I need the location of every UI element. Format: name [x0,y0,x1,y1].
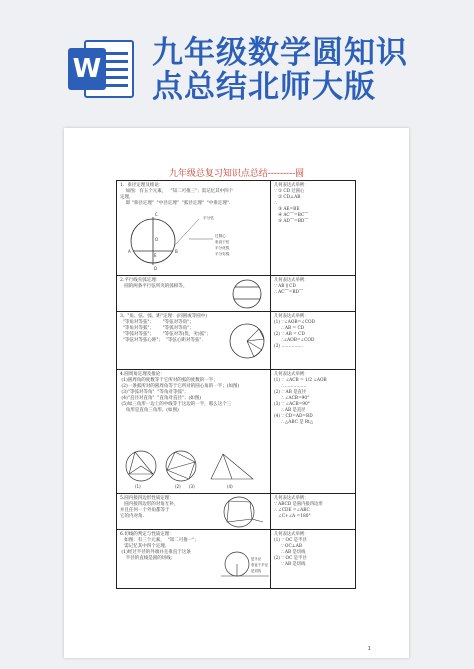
label-major-arc: 平分优弧 [215,246,230,250]
section-3-left [117,312,271,369]
label-e: E [154,253,157,258]
section-2-example: 几何表达式举例： ∵ AB ∥ CD ∴ AC⌒=BD⌒ [274,278,309,295]
section-5-left [117,494,271,529]
label-o: O [155,237,159,242]
label-d: D [154,266,158,271]
section-6-example: 几何表达式举例： (1) ∵ OC 是半径 ∵ OC⊥AB ∴ AB 是切线 (2) ∵ OC 是半径 ∵ AB 是切线 [274,532,309,567]
section-5-row [117,494,355,530]
section-5-example: 几何表达式举例： ∵ ABCD 是圆内接四边形 ∴ ∠CDE =∠ABC ∠C+∠A =180° [274,496,323,519]
title-line-2: 点总结北师大版 [152,69,376,105]
section-6-left [117,530,271,588]
label-is-radius: 是半径 [251,557,262,561]
perpendicular-diameter-figure [119,211,269,271]
label-c: C [155,212,158,217]
label-b: B [175,249,178,254]
label-perpendicular: 垂直于弦 [215,240,230,244]
label-bisect-chord: 平分弦 [203,216,214,220]
section-3-row [117,312,355,370]
section-2-text: 2.平行线夹弧定理： 圆的两条平行弦所夹的弧相等。 [120,278,188,289]
header-banner [0,0,474,125]
section-1-row [117,181,355,276]
fig-label-3: (3) [189,484,195,489]
section-3-text: 3、"角、弦、弧、距"定理：(同圆或等圆中) "等角对等弦"； "等弦对等角"； "等角对等弧"； "等弧对等角"； "等弧对等弦"； "等弦对等(优，劣)弧"； "等弦对等弦心距"； "等弦心距对等弦". [120,314,211,343]
section-1-text: 1．垂径定理及推论： 如图：有五个元素， "知二可推三"；需记忆其中四个 定理， 即 "垂径定理" "中径定理" "弧径定理" "中垂定理". [120,183,234,206]
parallel-chords-figure [227,277,267,311]
section-2-row [117,276,355,312]
inscribed-angle-figures [119,446,269,490]
section-6-text: 6.切线的判定与性质定理： 如图：有三个元素， "知二可推一"； 需记忆其中四个定理。 (1)经过半径的外端并且垂直于这条 半径的直线是圆的切线； [120,532,199,561]
section-3-example: 几何表达式举例： (1) ∵∠AOB=∠COD ∴ AB = CD (2) ∵ AB = CD ∴∠AOB=∠COD (3) …………… [274,314,316,349]
section-4-right [271,370,355,493]
fig-label-4: (4) [227,484,233,489]
page-title [152,36,408,104]
section-5-text: 5.圆内接四边形性质定理： 圆内接四边形的对角互补， 并且任何一个外角都等于 它的内对角. [120,496,179,519]
section-4-row [117,370,355,494]
summary-table [116,180,356,589]
word-doc-icon [68,40,136,98]
section-1-left [117,181,271,275]
section-5-right [271,494,355,529]
section-6-row [117,530,355,588]
document-title: 九年级总复习知识点总结---------圆 [168,169,305,179]
label-perp-radius: 垂直于半径 [251,563,268,567]
tangent-line-figure [221,546,271,586]
section-1-right [271,181,355,275]
section-2-right [271,276,355,311]
page-number: 1 [367,646,371,652]
label-a: A [128,249,131,254]
title-line-1: 九年级数学圆知识 [152,35,408,71]
section-3-right [271,312,355,369]
label-is-tangent: 是切线 [251,569,262,573]
equal-chords-figure [229,318,269,364]
section-4-left [117,370,271,493]
section-1-example: 几何表达式举例： ∵ ① CD 过圆心 ② CD⊥AB ∴ ③ AE=BE ④ AC⌒=BC⌒ ⑤ AD⌒=BD⌒ [274,183,309,224]
section-4-example: 几何表达式举例： (1) ∵ ∠ACB = 1/2 ∠AOB ∴ …………… (2) ∵ AB 是直径 ∴ ∠ACB=90° (3) ∵ ∠ACB=90° ∴ AB 是直径 (4) ∵ CD=AD=BD ∴ △ABC 是 Rt△ [274,372,327,425]
label-through-center: 过圆心 [215,234,226,238]
label-minor-arc: 平分劣弧 [215,252,230,256]
section-4-text: 4.圆周角定理及推论： (1)圆周角的度数等于它所对的弧的度数的一半； (2)一条弧所对的圆周角等于它所对的圆心角的一半；(如图) (3)"等弧对等角" "等角对等弧"； (4)"直径对直角" "直角对直径"；(如图) (5)如三角形一边上的中线等于这边的一半，那么这个三 角形是直角三角形。(如图) [120,372,240,413]
word-w-badge: W [68,48,106,90]
document-paper [64,128,409,658]
section-2-left [117,276,271,311]
fig-label-1: (1) [135,484,141,489]
section-6-right [271,530,355,588]
fig-label-2: (2) [175,484,181,489]
cyclic-quadrilateral-figure [217,494,267,530]
